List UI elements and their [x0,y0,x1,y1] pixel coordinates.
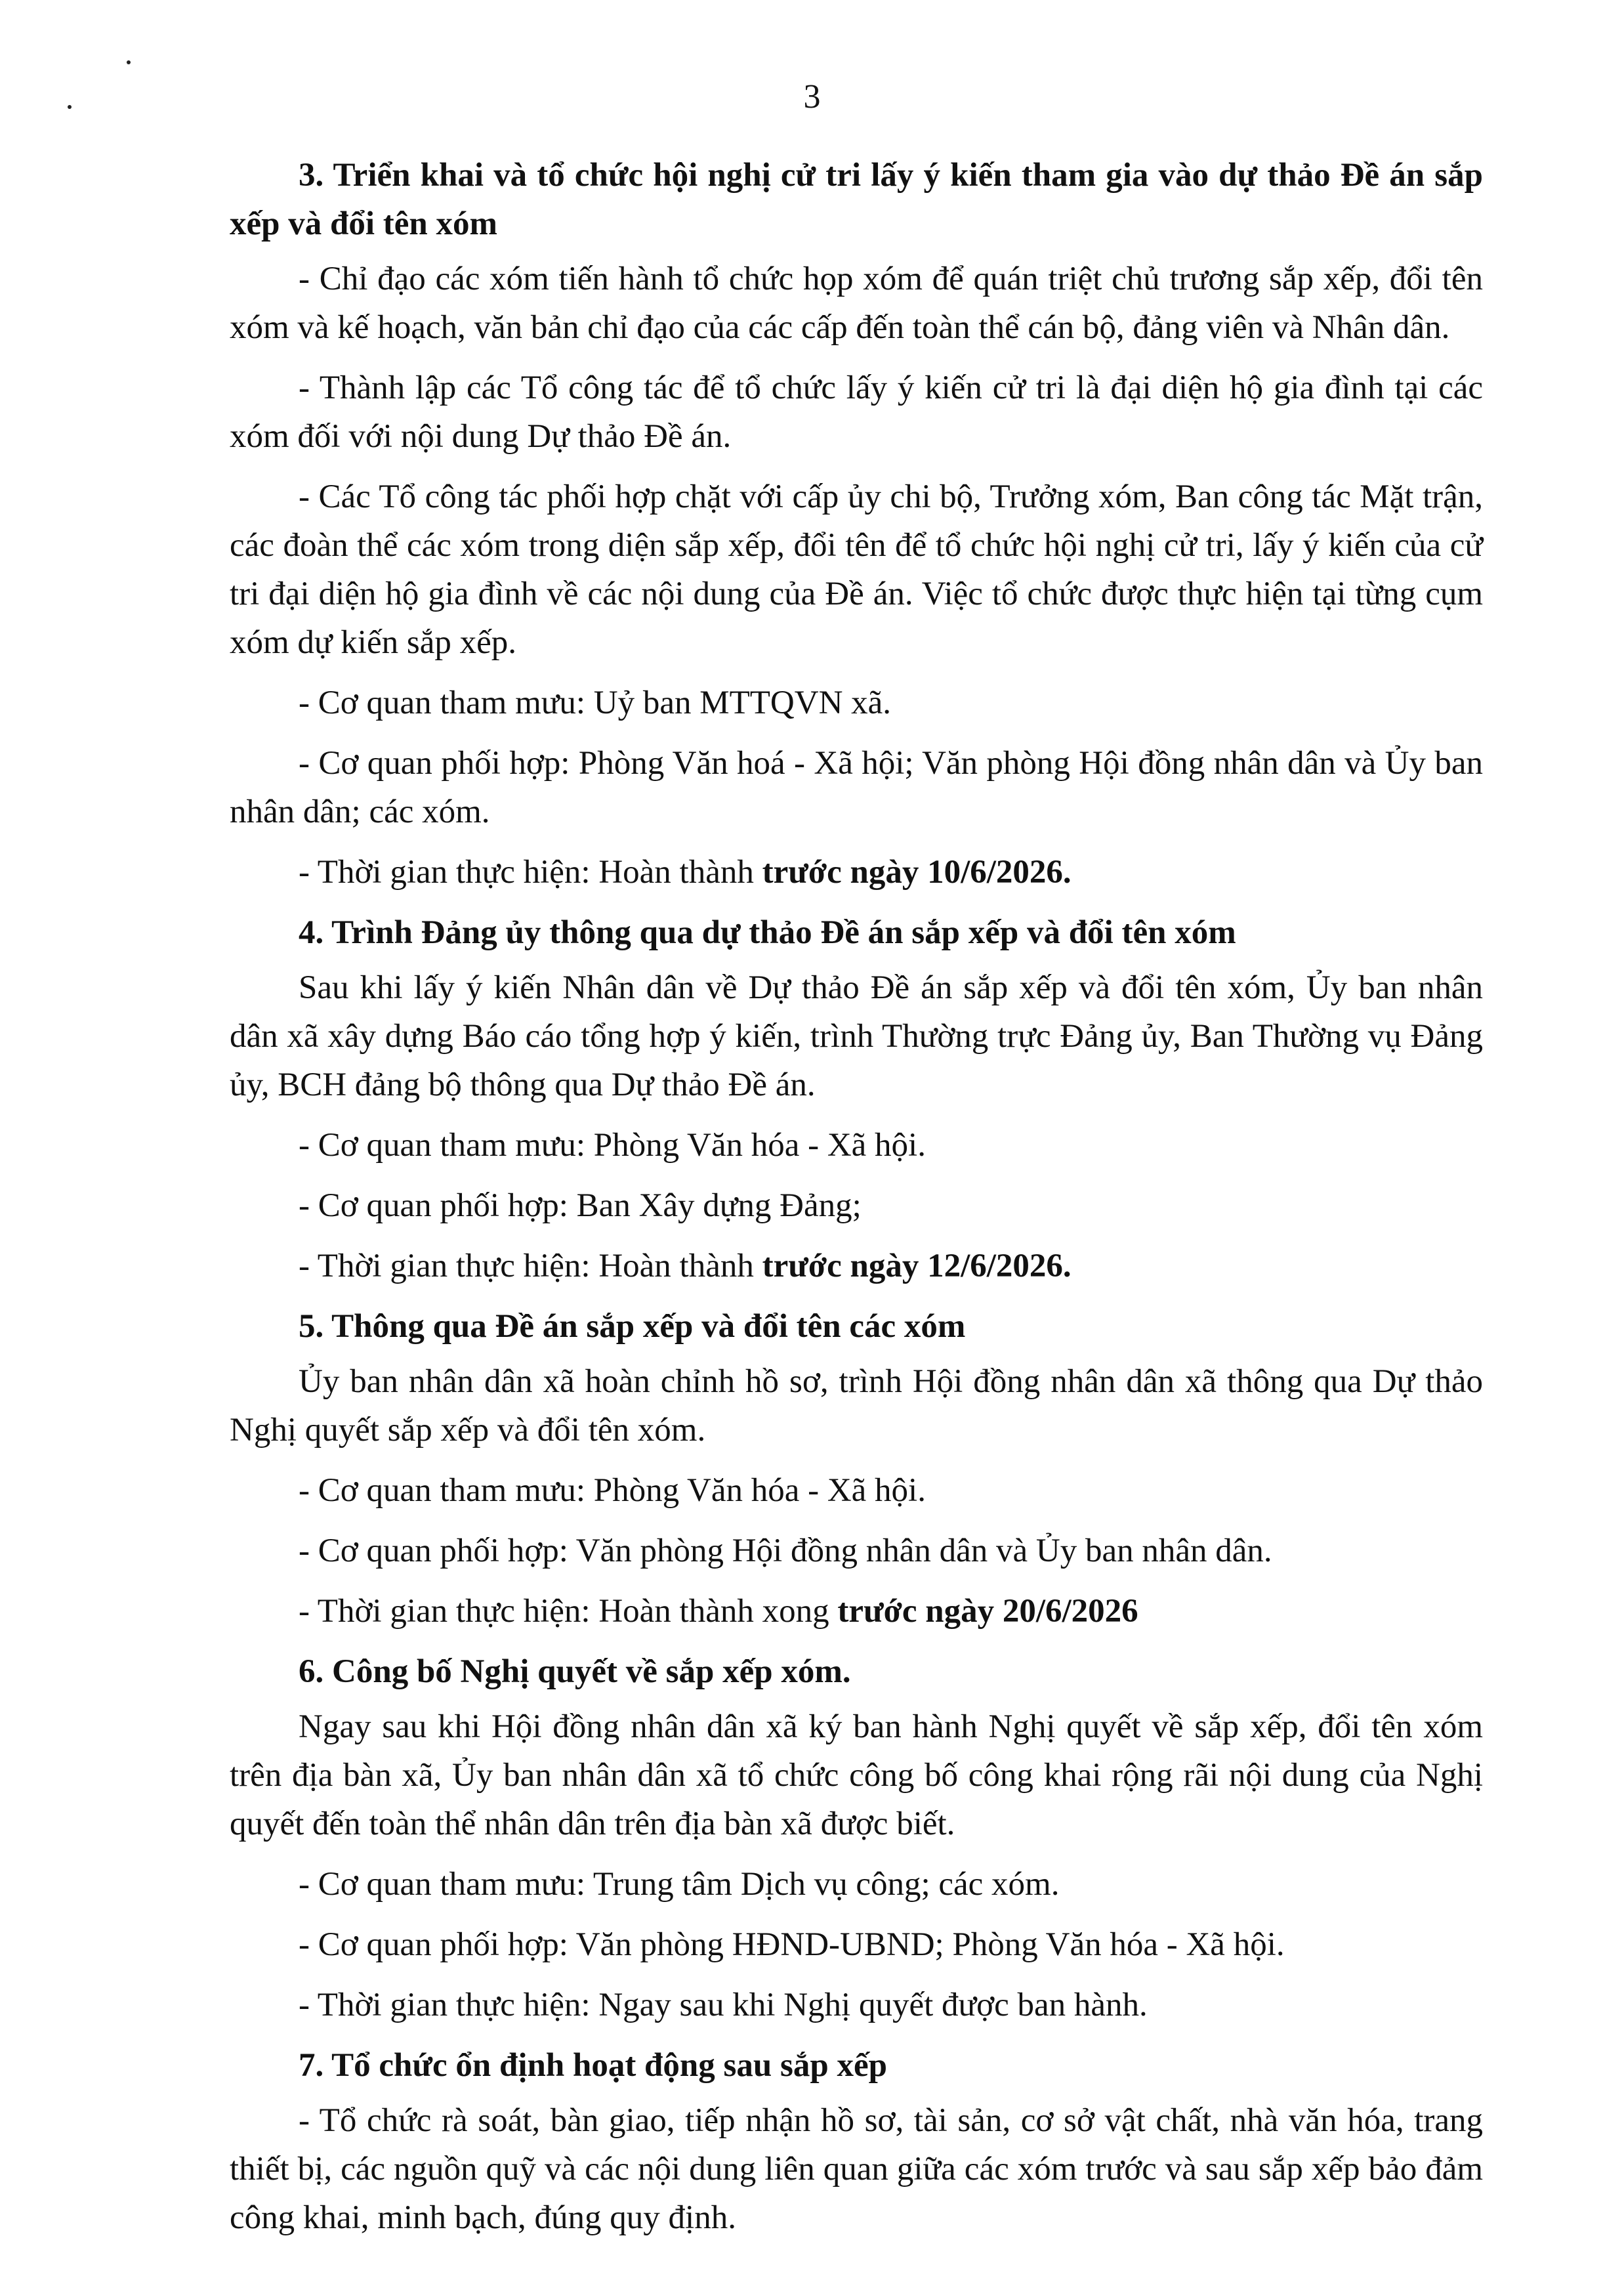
deadline-label: - Thời gian thực hiện: Hoàn thành [299,1248,762,1284]
section-5-heading: 5. Thông qua Đề án sắp xếp và đổi tên các xóm [299,1308,966,1345]
page-number: 3 [803,78,821,116]
section-5-paragraph: Ủy ban nhân dân xã hoàn chỉnh hồ sơ, trình Hội đồng nhân dân xã thông qua Dự thảo Nghị quyết sắp xếp và đổi tên xóm. [230,1363,1483,1448]
section-4-paragraph: Sau khi lấy ý kiến Nhân dân về Dự thảo Đề án sắp xếp và đổi tên xóm, Ủy ban nhân dân xã xây dựng Báo cáo tổng hợp ý kiến, trình Thường trực Đảng ủy, Ban Thường vụ Đảng ủy, BCH đảng bộ thông qua Dự thảo Đề án. [230,969,1483,1103]
section-3-coordinating-agency: - Cơ quan phối hợp: Phòng Văn hoá - Xã hội; Văn phòng Hội đồng nhân dân và Ủy ban nhân dân; các xóm. [230,745,1483,830]
section-7-paragraph: - Tổ chức rà soát, bàn giao, tiếp nhận hồ sơ, tài sản, cơ sở vật chất, nhà văn hóa, trang thiết bị, các nguồn quỹ và các nội dung liên quan giữa các xóm trước và sau sắp xếp bảo đảm công khai, minh bạch, đúng quy định. [230,2102,1483,2236]
section-5-advisory-agency: - Cơ quan tham mưu: Phòng Văn hóa - Xã hội. [299,1472,926,1509]
section-4-heading: 4. Trình Đảng ủy thông qua dự thảo Đề án sắp xếp và đổi tên xóm [299,914,1236,951]
deadline-label: - Thời gian thực hiện: Hoàn thành xong [299,1593,838,1630]
section-5-coordinating-agency: - Cơ quan phối hợp: Văn phòng Hội đồng nhân dân và Ủy ban nhân dân. [299,1532,1272,1569]
section-7-heading: 7. Tổ chức ổn định hoạt động sau sắp xếp [299,2047,887,2084]
section-3-paragraph: - Chỉ đạo các xóm tiến hành tổ chức họp xóm để quán triệt chủ trương sắp xếp, đổi tên xóm và kế hoạch, văn bản chỉ đạo của các cấp đến toàn thể cán bộ, đảng viên và Nhân dân. [230,261,1483,346]
section-5-deadline [230,1587,1483,1636]
section-4-coordinating-agency: - Cơ quan phối hợp: Ban Xây dựng Đảng; [299,1187,862,1224]
section-6-paragraph: Ngay sau khi Hội đồng nhân dân xã ký ban hành Nghị quyết về sắp xếp, đổi tên xóm trên địa bàn xã, Ủy ban nhân dân xã tổ chức công bố công khai rộng rãi nội dung của Nghị quyết đến toàn thể nhân dân trên địa bàn xã được biết. [230,1708,1483,1842]
section-4-advisory-agency: - Cơ quan tham mưu: Phòng Văn hóa - Xã hội. [299,1127,926,1164]
document-body [230,151,1483,2254]
section-3-paragraph: - Các Tổ công tác phối hợp chặt với cấp ủy chi bộ, Trưởng xóm, Ban công tác Mặt trận, các đoàn thể các xóm trong diện sắp xếp, đổi tên để tổ chức hội nghị cử tri, lấy ý kiến của cử tri đại diện hộ gia đình về các nội dung của Đề án. Việc tổ chức được thực hiện tại từng cụm xóm dự kiến sắp xếp. [230,478,1483,661]
section-4-deadline [230,1242,1483,1290]
section-6-deadline: - Thời gian thực hiện: Ngay sau khi Nghị quyết được ban hành. [299,1987,1148,2023]
scan-speck [127,60,131,64]
section-6-heading: 6. Công bố Nghị quyết về sắp xếp xóm. [299,1653,851,1690]
section-3-heading: 3. Triển khai và tổ chức hội nghị cử tri lấy ý kiến tham gia vào dự thảo Đề án sắp xếp và đổi tên xóm [230,157,1483,242]
deadline-date: trước ngày 20/6/2026 [837,1593,1138,1630]
section-3-advisory-agency: - Cơ quan tham mưu: Uỷ ban MTTQVN xã. [299,685,892,721]
deadline-date: trước ngày 10/6/2026. [762,854,1072,891]
deadline-label: - Thời gian thực hiện: Hoàn thành [299,854,762,891]
deadline-date: trước ngày 12/6/2026. [762,1248,1072,1284]
section-6-coordinating-agency: - Cơ quan phối hợp: Văn phòng HĐND-UBND; Phòng Văn hóa - Xã hội. [299,1926,1285,1963]
section-6-advisory-agency: - Cơ quan tham mưu: Trung tâm Dịch vụ công; các xóm. [299,1866,1060,1903]
section-3-deadline [230,848,1483,897]
section-3-paragraph: - Thành lập các Tổ công tác để tổ chức lấy ý kiến cử tri là đại diện hộ gia đình tại các xóm đối với nội dung Dự thảo Đề án. [230,370,1483,455]
